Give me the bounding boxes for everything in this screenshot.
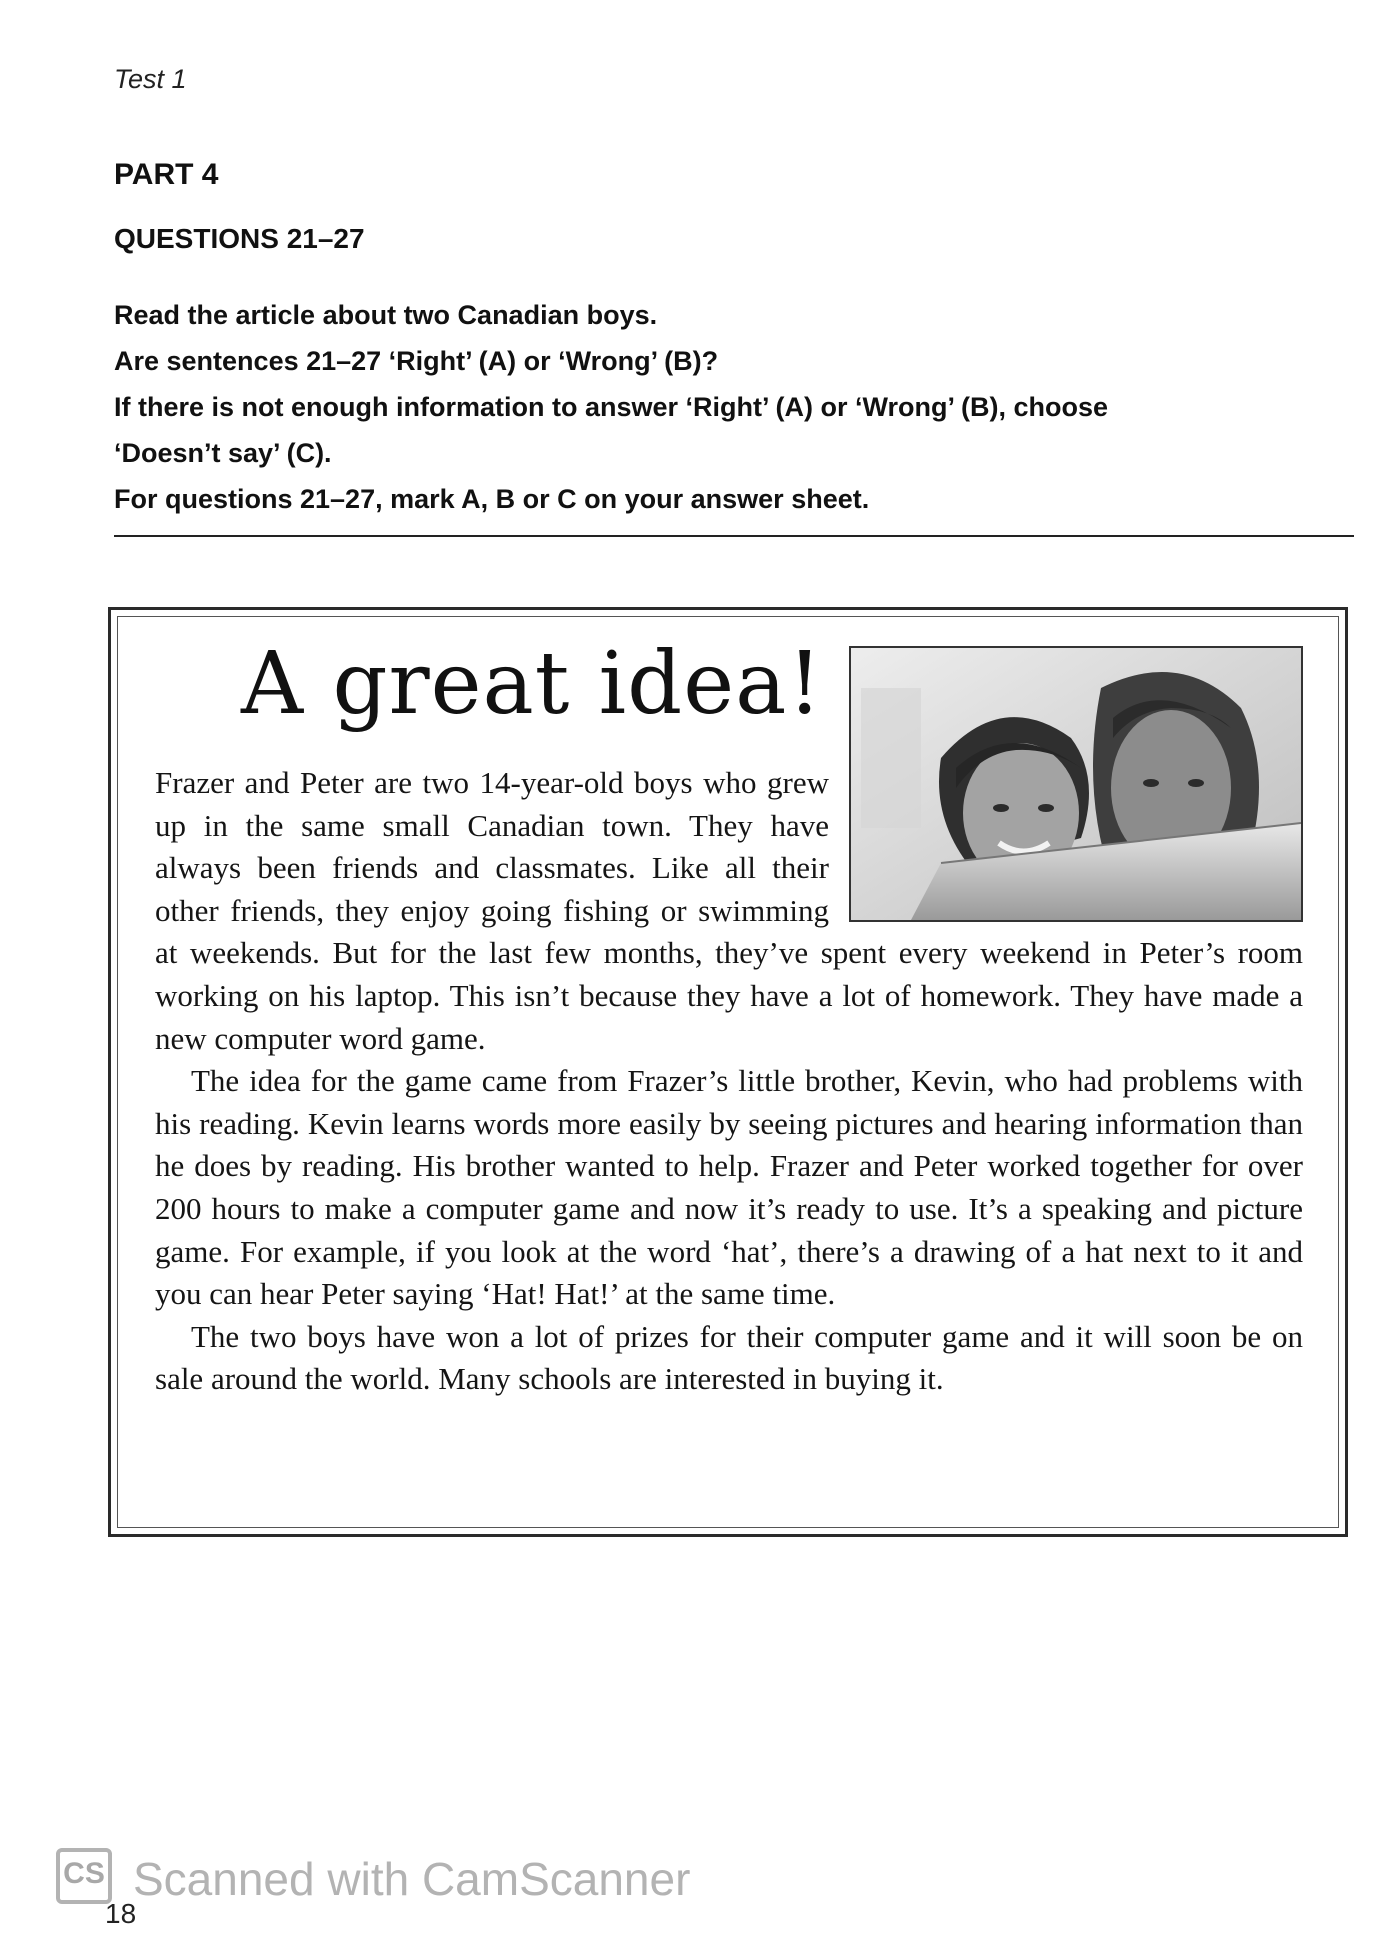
instruction-line: Are sentences 21–27 ‘Right’ (A) or ‘Wrong’ (B)? xyxy=(114,346,719,376)
page-number: 18 xyxy=(105,1898,137,1929)
article-body xyxy=(155,762,1303,1401)
instruction-line: ‘Doesn’t say’ (C). xyxy=(114,438,332,468)
instruction-line: If there is not enough information to answer ‘Right’ (A) or ‘Wrong’ (B), choose xyxy=(114,392,1109,422)
article-box xyxy=(108,607,1348,1537)
divider-rule xyxy=(114,535,1354,537)
article-headline: A great idea! xyxy=(241,634,823,734)
article-paragraph: The idea for the game came from Frazer’s little brother, Kevin, who had problems with his reading. Kevin learns words more easily by seeing pictures and hearing information than he does by reading. His brother wanted to help. Frazer and Peter worked together for over 200 hours to make a computer game and now it’s ready to use. It’s a speaking and picture game. For example, if you look at the word ‘hat’, there’s a drawing of a hat next to it and you can hear Peter saying ‘Hat! Hat!’ at the same time. xyxy=(155,1063,1303,1312)
instructions xyxy=(114,292,1294,522)
camscanner-logo: CS xyxy=(56,1848,112,1904)
questions-title: QUESTIONS 21–27 xyxy=(114,223,365,254)
article-paragraph: Frazer and Peter are two 14-year-old boys who grew up in the same small Canadian town. They have always been friends and classmates. Like all their other friends, they enjoy going fishing or swimming at weekends. But for the last few months, they’ve spent every weekend in Peter’s room working on his laptop. This isn’t because they have a lot of homework. They have made a new computer word game. xyxy=(155,765,1303,1056)
running-head: Test 1 xyxy=(114,64,187,94)
instruction-line: Read the article about two Canadian boys. xyxy=(114,300,658,330)
instruction-line: For questions 21–27, mark A, B or C on your answer sheet. xyxy=(114,484,870,514)
article-paragraph: The two boys have won a lot of prizes for their computer game and it will soon be on sale around the world. Many schools are interested in buying it. xyxy=(155,1318,1303,1397)
part-title: PART 4 xyxy=(114,158,219,191)
photo-illustration xyxy=(851,648,1301,920)
photo-wrap-spacer xyxy=(829,762,1303,930)
camscanner-watermark: Scanned with CamScanner xyxy=(133,1853,691,1905)
boys-at-laptop-photo xyxy=(849,646,1303,922)
